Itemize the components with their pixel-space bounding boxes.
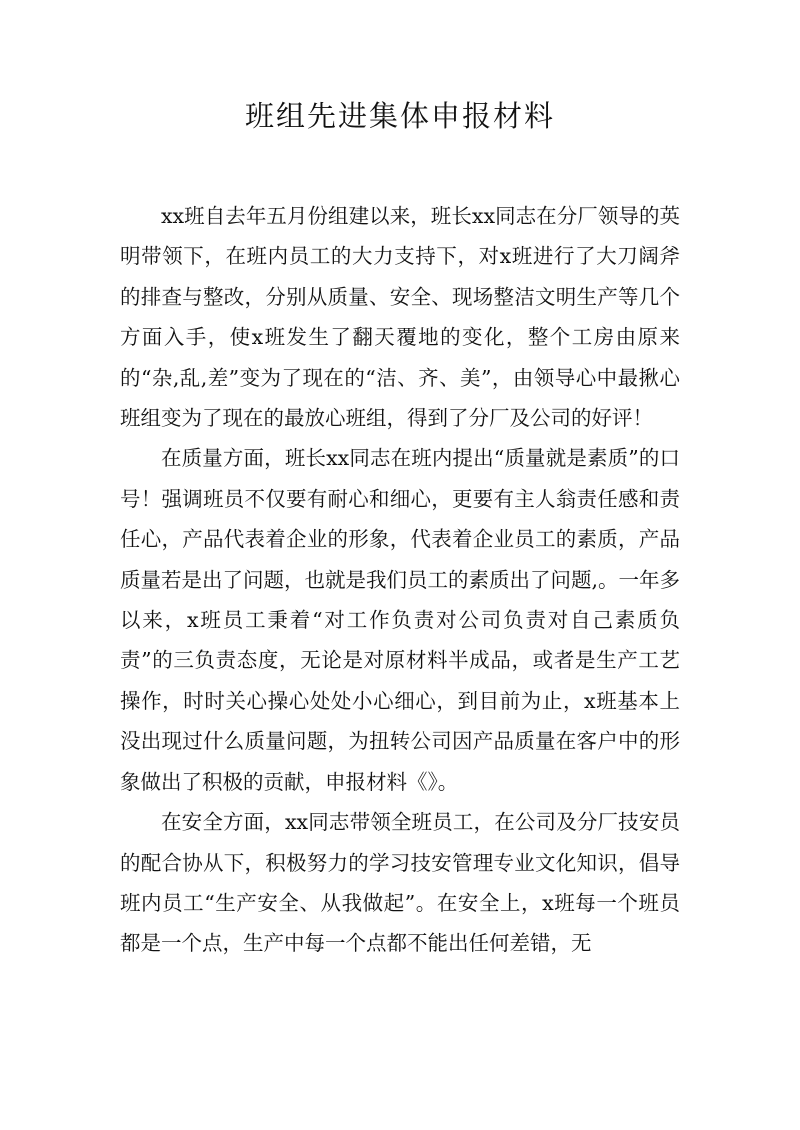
document-title: 班组先进集体申报材料 [244,99,555,133]
paragraph-safety: 在安全方面，xx同志带领全班员工，在公司及分厂技安员的配合协从下，积极努力的学习技安管理专业文化知识，倡导班内员工“生产安全、从我做起”。在安全上，x班每一个班员都是一个点，生产中每一个点都不能出任何差错，无 [120,810,680,956]
document-body [120,196,680,964]
paragraph-quality: 在质量方面，班长xx同志在班内提出“质量就是素质”的口号！强调班员不仅要有耐心和细心，更要有主人翁责任感和责任心，产品代表着企业的形象，代表着企业员工的素质，产品质量若是出了问题，也就是我们员工的素质出了问题,。一年多以来，x班员工秉着“对工作负责对公司负责对自己素质负责”的三负责态度，无论是对原材料半成品，或者是生产工艺操作，时时关心操心处处小心细心，到目前为止，x班基本上没出现过什么质量问题，为扭转公司因产品质量在客户中的形象做出了积极的贡献，申报材料《》。 [120,446,681,794]
paragraph-intro: xx班自去年五月份组建以来，班长xx同志在分厂领导的英明带领下，在班内员工的大力支持下，对x班进行了大刀阔斧的排查与整改，分别从质量、安全、现场整洁文明生产等几个方面入手，使x班发生了翻天覆地的变化，整个工房由原来的“杂,乱,差”变为了现在的“洁、齐、美”，由领导心中最揪心班组变为了现在的最放心班组，得到了分厂及公司的好评！ [120,204,680,431]
